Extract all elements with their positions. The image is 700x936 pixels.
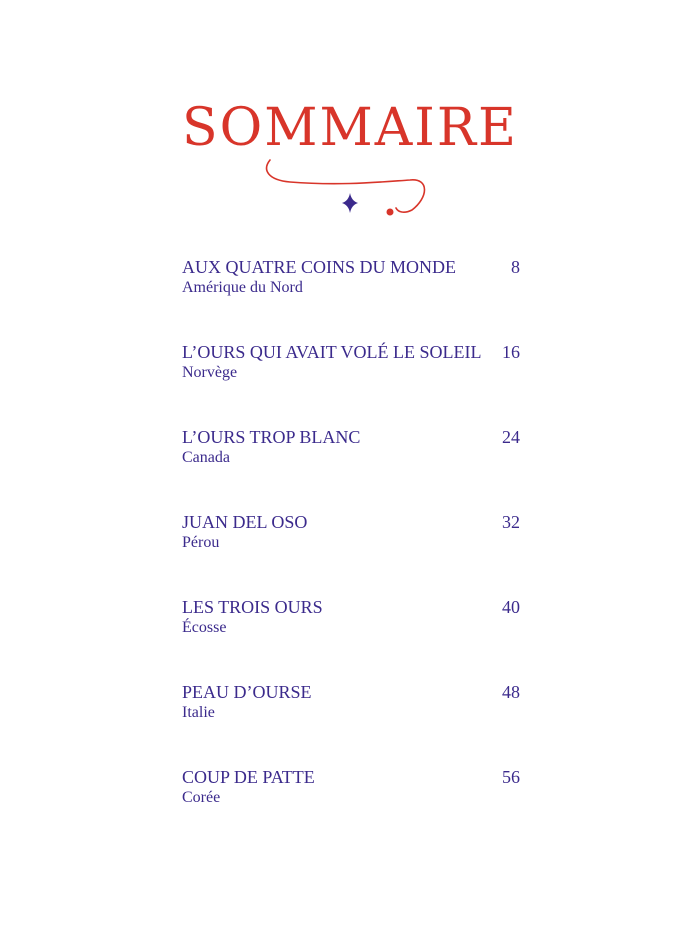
entry-title: PEAU D’OURSE (182, 682, 312, 702)
entry-subtitle: Canada (182, 449, 230, 466)
entry-subtitle: Amérique du Nord (182, 279, 303, 296)
toc-entry[interactable] (182, 256, 522, 341)
title-flourish (0, 96, 700, 226)
entry-page-number: 48 (502, 682, 520, 702)
entry-page-number: 8 (511, 257, 520, 277)
flourish-dot (387, 209, 394, 216)
header (0, 96, 700, 226)
page-title: SOMMAIRE (182, 98, 518, 158)
toc-entry[interactable] (182, 511, 522, 596)
toc-entry[interactable] (182, 341, 522, 426)
entry-title: LES TROIS OURS (182, 597, 323, 617)
entry-title: JUAN DEL OSO (182, 512, 308, 532)
entry-title: L’OURS TROP BLANC (182, 427, 361, 447)
entry-page-number: 24 (502, 427, 520, 447)
entry-title: COUP DE PATTE (182, 767, 315, 787)
table-of-contents (182, 256, 522, 851)
entry-title: AUX QUATRE COINS DU MONDE (182, 257, 456, 277)
entry-page-number: 56 (502, 767, 520, 787)
entry-subtitle: Corée (182, 789, 221, 806)
entry-subtitle: Écosse (182, 619, 227, 636)
entry-subtitle: Italie (182, 704, 215, 721)
toc-entry[interactable] (182, 596, 522, 681)
toc-entry[interactable] (182, 426, 522, 511)
entry-page-number: 16 (502, 342, 520, 362)
entry-page-number: 32 (502, 512, 520, 532)
entry-subtitle: Pérou (182, 534, 220, 551)
entry-page-number: 40 (502, 597, 520, 617)
four-point-star-icon (342, 193, 358, 213)
toc-entry[interactable] (182, 681, 522, 766)
entry-title: L’OURS QUI AVAIT VOLÉ LE SOLEIL (182, 342, 482, 362)
toc-entry[interactable] (182, 766, 522, 851)
entry-subtitle: Norvège (182, 364, 238, 381)
